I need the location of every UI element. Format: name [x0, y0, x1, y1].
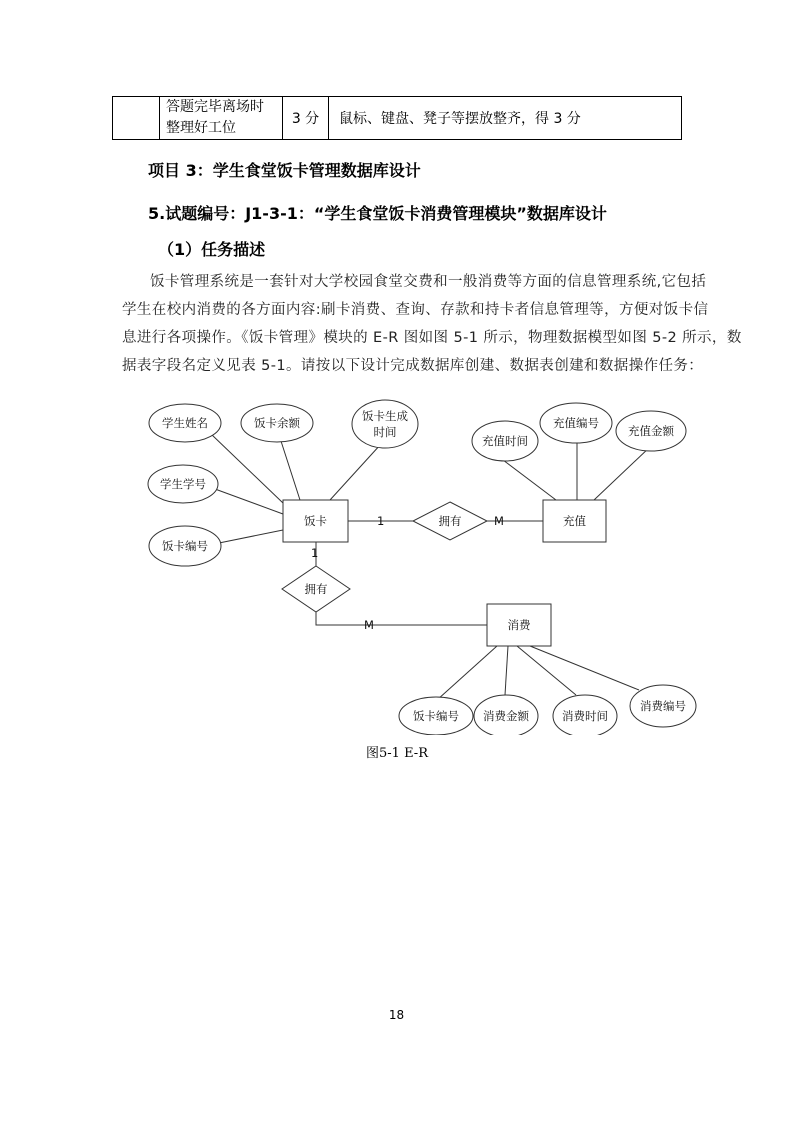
attribute-label: 充值时间 [482, 434, 528, 448]
cardinality-label: 1 [311, 546, 319, 560]
item-heading: 5.试题编号：J1-3-1：“学生食堂饭卡消费管理模块”数据库设计 [148, 204, 607, 223]
attribute-consume-no [630, 685, 696, 727]
attribute-card-no [149, 526, 221, 566]
attribute-recharge-amount [616, 411, 686, 451]
paragraph-line: 学生在校内消费的各方面内容:刷卡消费、查询、存款和持卡者信息管理等，方便对饭卡信 [122, 302, 709, 318]
table-cell-description: 鼠标、键盘、凳子等摆放整齐，得 3 分 [329, 97, 682, 140]
cardinality-label: M [364, 618, 374, 632]
scoring-table [112, 96, 682, 140]
paragraph-line: 息进行各项操作。《饭卡管理》模块的 E-R 图如图 5-1 所示，物理数据模型如图 5-2 所示，数 [122, 330, 742, 346]
table-cell-score: 3 分 [283, 97, 329, 140]
entity-label: 饭卡 [304, 514, 327, 528]
attribute-label: 充值金额 [628, 424, 674, 438]
attribute-label: 充值编号 [553, 416, 599, 430]
table-cell-empty [113, 97, 160, 140]
attribute-recharge-no [540, 403, 612, 443]
attribute-label: 时间 [373, 425, 397, 439]
relationship-card-consume [282, 566, 350, 612]
attribute-card-created-time [352, 400, 418, 448]
attribute-label: 消费编号 [640, 699, 686, 713]
attribute-label: 饭卡生成 [362, 409, 408, 423]
attribute-consume-amount [474, 695, 538, 735]
attribute-label: 消费时间 [562, 709, 608, 723]
attribute-label: 学生姓名 [162, 416, 208, 430]
table-cell-criterion [160, 97, 283, 140]
attribute-label: 学生学号 [160, 477, 206, 491]
entity-recharge [543, 500, 606, 542]
project-heading: 项目 3：学生食堂饭卡管理数据库设计 [148, 161, 421, 180]
relationship-label: 拥有 [438, 514, 462, 528]
paragraph-line: 据表字段名定义见表 5-1。请按以下设计完成数据库创建、数据表创建和数据操作任务： [122, 358, 704, 374]
attribute-consume-time [553, 695, 617, 735]
cardinality-label: M [494, 514, 504, 528]
attribute-label: 消费金额 [483, 709, 529, 723]
paragraph-line: 饭卡管理系统是一套针对大学校园食堂交费和一般消费等方面的信息管理系统,它包括 [150, 274, 707, 290]
attribute-student-name [149, 404, 221, 442]
task-description-paragraph [122, 268, 742, 380]
task-heading: （1）任务描述 [158, 240, 266, 259]
relationship-card-recharge [413, 502, 487, 540]
attribute-label: 饭卡编号 [162, 539, 208, 553]
entity-card [283, 500, 348, 542]
attribute-card-balance [241, 404, 313, 442]
relationship-label: 拥有 [304, 582, 328, 596]
criterion-line-1: 答题完毕离场时 [166, 99, 264, 115]
table-row [113, 97, 682, 140]
entity-label: 充值 [563, 514, 586, 528]
attribute-recharge-time [472, 421, 538, 461]
entity-label: 消费 [507, 618, 531, 632]
figure-caption: 图5-1 E-R [366, 746, 428, 761]
cardinality-label: 1 [377, 514, 385, 528]
attribute-label: 饭卡编号 [413, 709, 459, 723]
attribute-student-id [148, 465, 218, 503]
er-diagram [0, 395, 793, 735]
page-number: 18 [388, 1008, 405, 1022]
er-connectors [211, 434, 651, 700]
attribute-label: 饭卡余额 [254, 416, 300, 430]
criterion-line-2: 整理好工位 [166, 120, 236, 136]
attribute-consume-card-no [399, 697, 473, 735]
entity-consume [487, 604, 551, 646]
